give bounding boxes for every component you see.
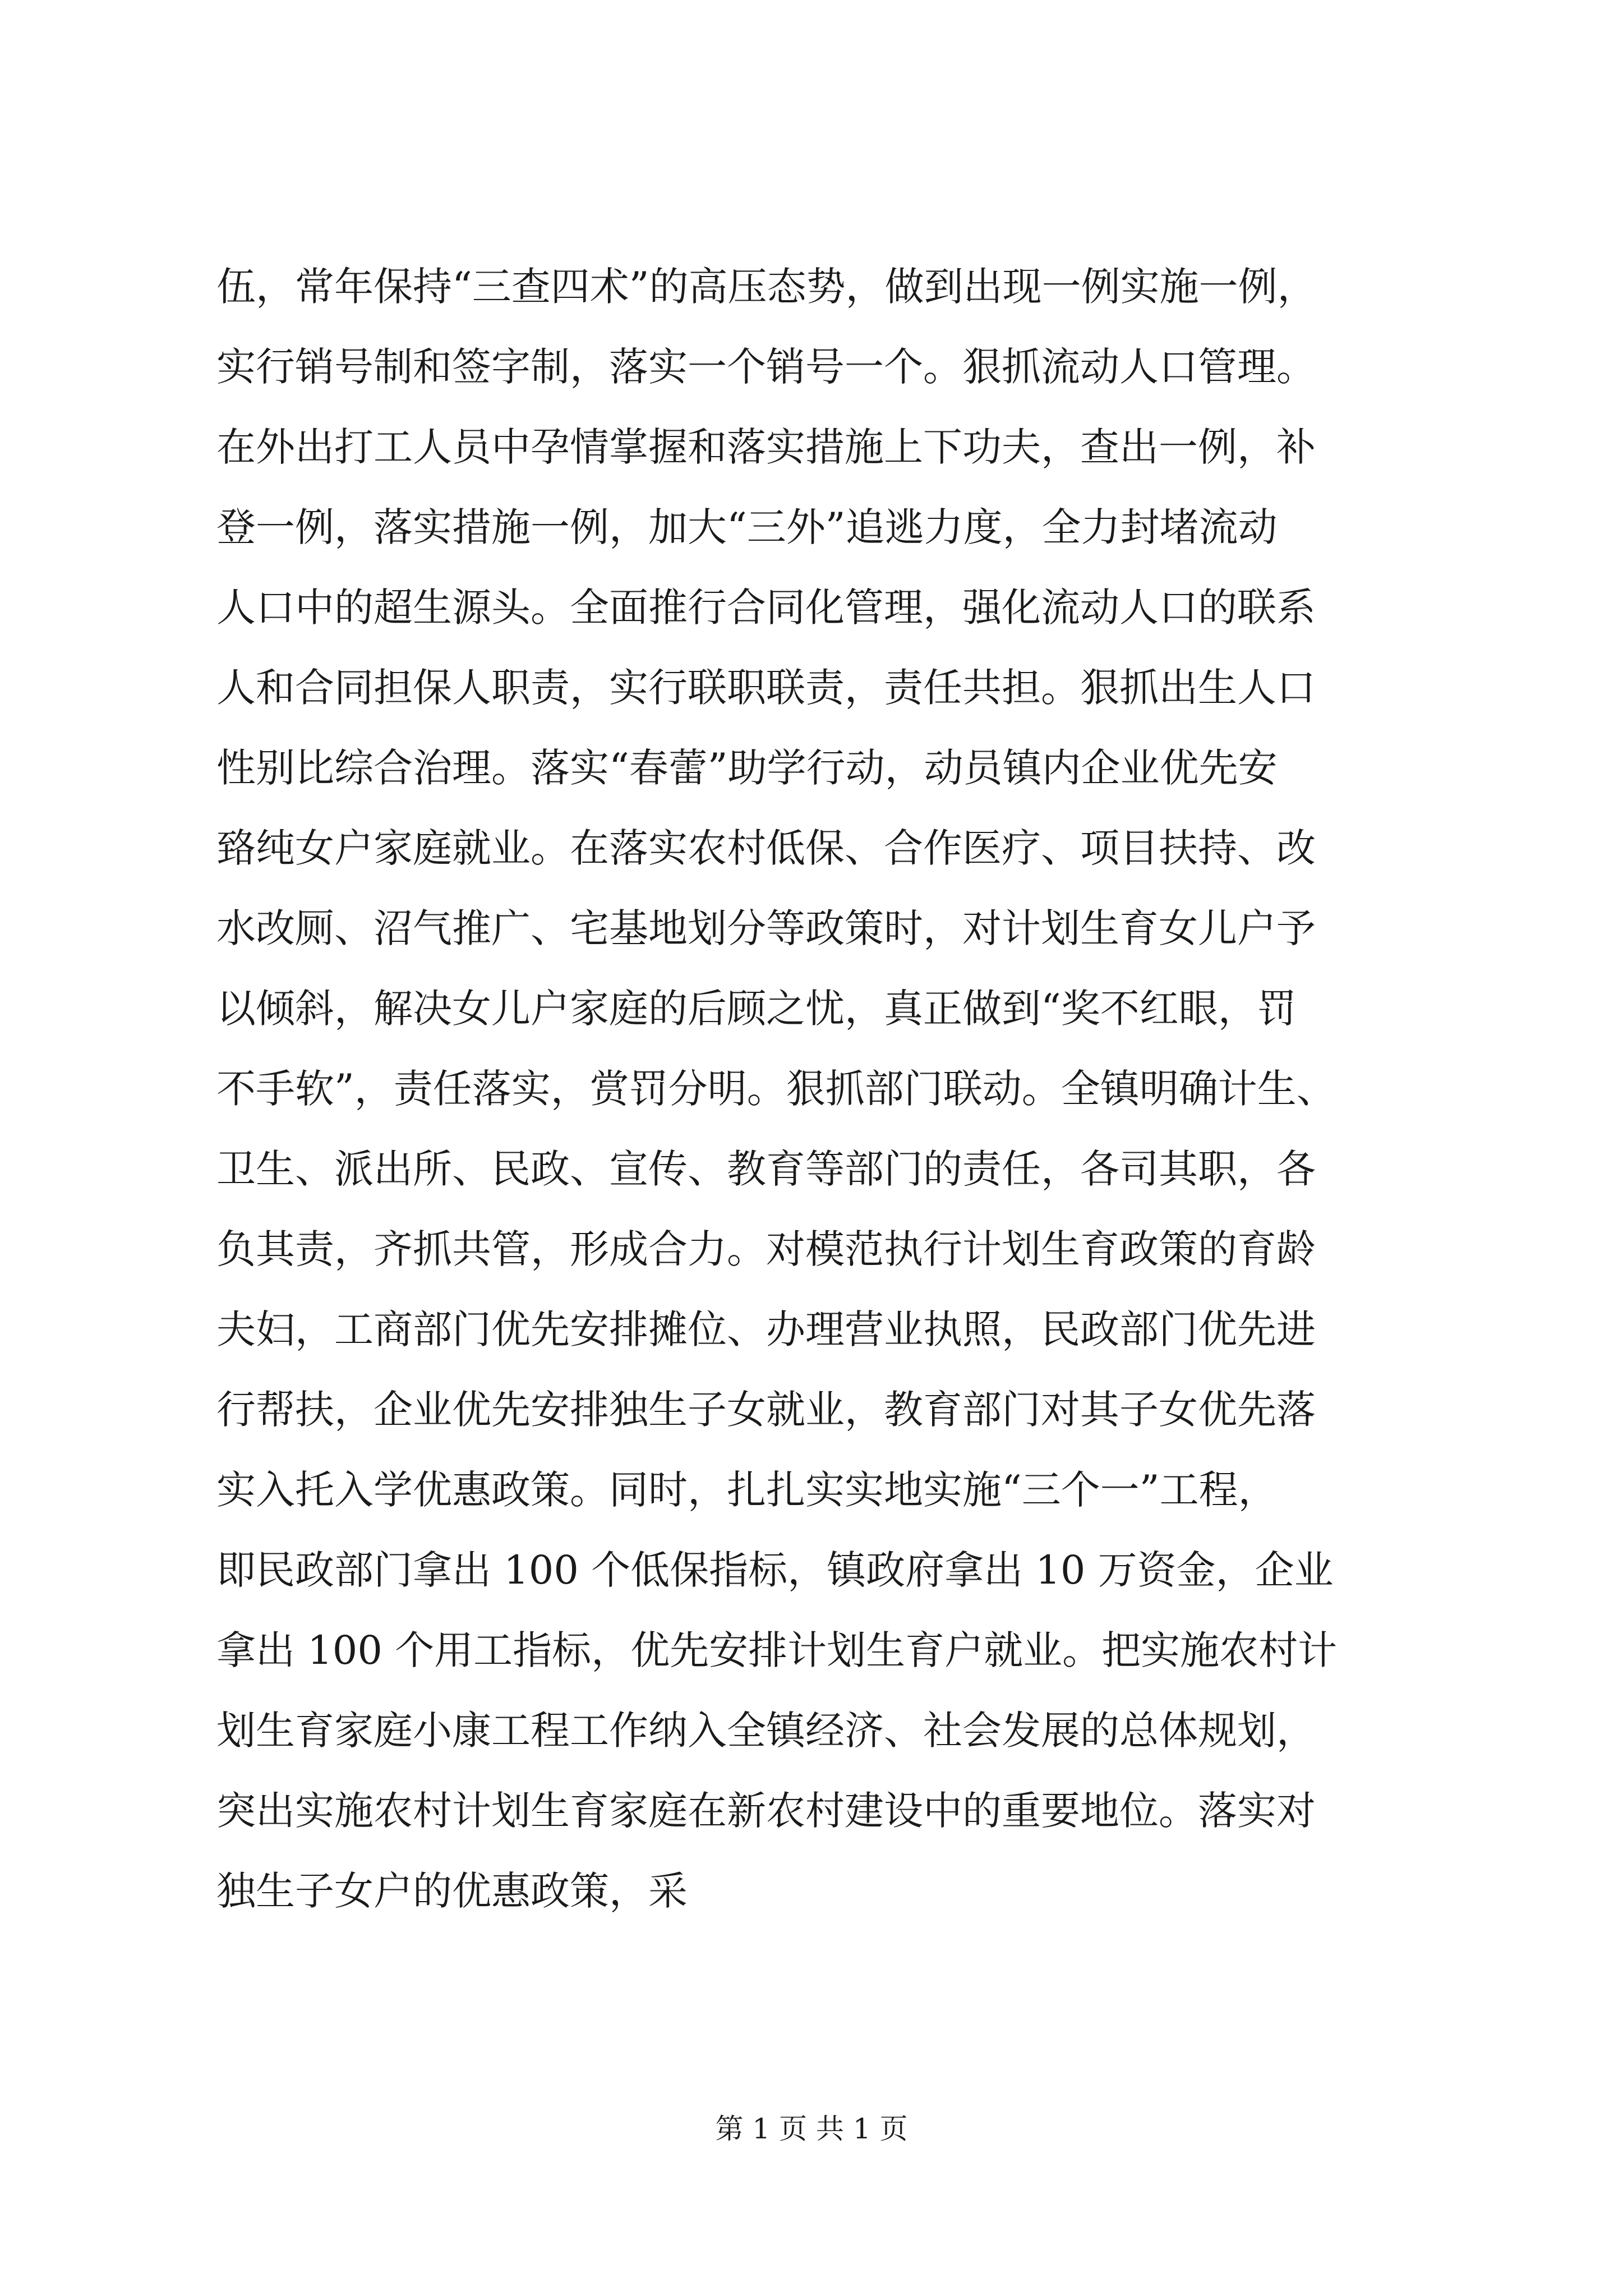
text-line: 独生子女户的优惠政策，采 (216, 1868, 688, 1914)
text-line: 夫妇，工商部门优先安排摊位、办理营业执照，民政部门优先进 (216, 1306, 1316, 1352)
body-text (216, 247, 1428, 1931)
text-line: 伍，常年保持“三查四术”的高压态势，做到出现一例实施一例， (216, 264, 1317, 310)
text-line: 性别比综合治理。落实“春蕾”助学行动，动员镇内企业优先安 (216, 745, 1278, 791)
text-line: 突出实施农村计划生育家庭在新农村建设中的重要地位。落实对 (216, 1788, 1316, 1834)
text-line: 划生育家庭小康工程工作纳入全镇经济、社会发展的总体规划， (216, 1708, 1316, 1754)
text-line: 登一例，落实措施一例，加大“三外”追逃力度，全力封堵流动 (216, 504, 1278, 550)
text-line: 水改厕、沼气推广、宅基地划分等政策时，对计划生育女儿户予 (216, 905, 1316, 951)
text-line: 行帮扶，企业优先安排独生子女就业，教育部门对其子女优先落 (216, 1387, 1316, 1433)
text-line: 卫生、派出所、民政、宣传、教育等部门的责任，各司其职，各 (216, 1146, 1316, 1192)
text-line: 臵纯女户家庭就业。在落实农村低保、合作医疗、项目扶持、改 (216, 825, 1316, 871)
page-footer (0, 2109, 1623, 2148)
page-number-label: 第 1 页 共 1 页 (715, 2113, 908, 2145)
text-line: 在外出打工人员中孕情掌握和落实措施上下功夫，查出一例，补 (216, 424, 1316, 470)
text-line: 人和合同担保人职责，实行联职联责，责任共担。狠抓出生人口 (216, 665, 1316, 711)
text-line: 不手软”，责任落实，赏罚分明。狠抓部门联动。全镇明确计生、 (216, 1066, 1336, 1112)
text-line: 人口中的超生源头。全面推行合同化管理，强化流动人口的联系 (216, 585, 1316, 631)
text-line: 负其责，齐抓共管，形成合力。对模范执行计划生育政策的育龄 (216, 1226, 1316, 1272)
text-line: 拿出 100 个用工指标，优先安排计划生育户就业。把实施农村计 (216, 1627, 1338, 1673)
text-line: 即民政部门拿出 100 个低保指标，镇政府拿出 10 万资金，企业 (216, 1547, 1334, 1593)
text-line: 以倾斜，解决女儿户家庭的后顾之忧，真正做到“奖不红眼，罚 (216, 986, 1297, 1032)
text-line: 实行销号制和签字制，落实一个销号一个。狠抓流动人口管理。 (216, 344, 1316, 390)
text-line: 实入托入学优惠政策。同时，扎扎实实地实施“三个一”工程， (216, 1467, 1278, 1513)
